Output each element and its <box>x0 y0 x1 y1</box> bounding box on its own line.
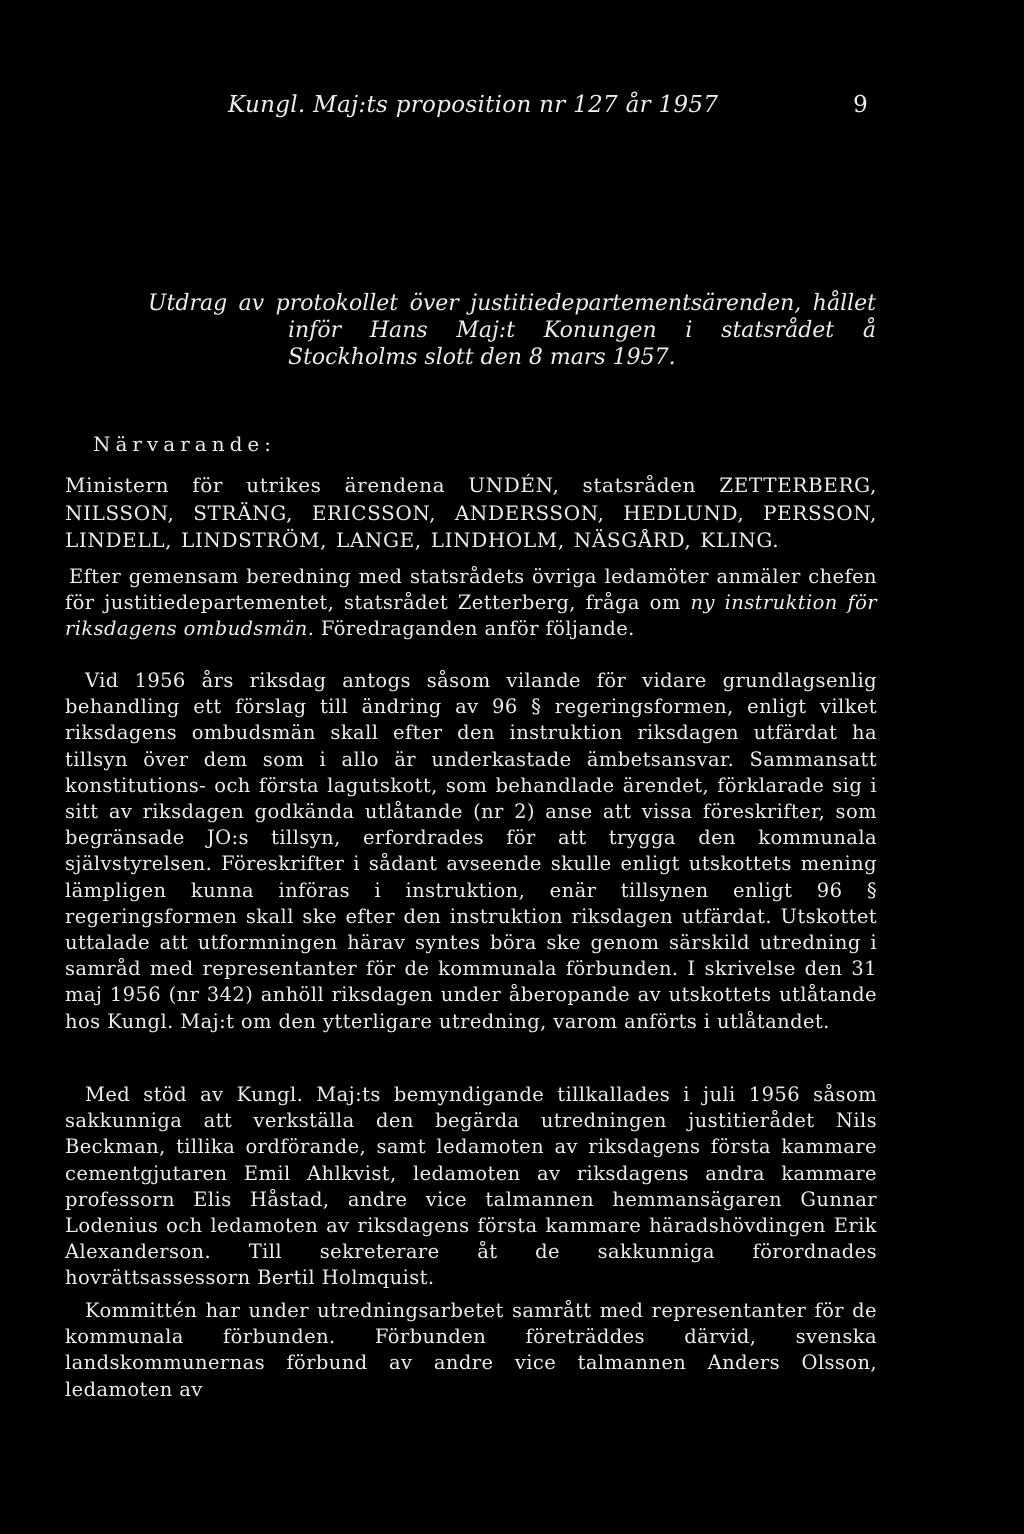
protocol-heading: Utdrag av protokollet över justitiedepartementsärenden, hållet inför Hans Maj:t Konungen i statsrådet å Stockholms slott den 8 mars 1957. <box>148 291 876 370</box>
members-list: Ministern för utrikes ärendena UNDÉN, statsråden ZETTERBERG, NILSSON, STRÄNG, ERICSSON, ANDERSSON, HEDLUND, PERSSON, LINDELL, LINDSTRÖM, LANGE, LINDHOLM, NÄSGÅRD, KLING. <box>65 473 877 552</box>
intro-text-after: Föredraganden anför följande. <box>314 617 635 641</box>
paragraph-2: Med stöd av Kungl. Maj:ts bemyndigande tillkallades i juli 1956 såsom sakkunniga att verkställa den begärda utredningen justitierådet Nils Beckman, tillika ordförande, samt ledamoten av riksdagens första kammare cementgjutaren Emil Ahlkvist, ledamoten av riksdagens andra kammare professorn Elis Håstad, andre vice talmannen hemmansägaren Gunnar Lodenius och ledamoten av riksdagens första kammare häradshövdingen Erik Alexanderson. Till sekreterare åt de sakkunniga förordnades hovrättsassessorn Bertil Holmquist. <box>65 1083 877 1290</box>
page-number: 9 <box>853 92 868 118</box>
intro-text-before: Efter gemensam beredning med statsrådets övriga ledamöter anmäler chefen för justitiedepartementet, statsrådet Zetterberg, fråga om <box>65 565 877 615</box>
intro-emphasis: ny instruktion för riksdagens ombudsmän. <box>65 591 877 641</box>
paragraph-3: Kommittén har under utredningsarbetet samrått med representanter för de kommunala förbunden. Förbunden företräddes därvid, svenska landskommunernas förbund av andre vice talmannen Anders Olsson, ledamoten av <box>65 1299 877 1401</box>
paragraph-1: Vid 1956 års riksdag antogs såsom vilande för vidare grundlagsenlig behandling ett förslag till ändring av 96 § regeringsformen, enligt vilket riksdagens ombudsmän skall efter den instruktion riksdagen utfärdat ha tillsyn över dem som i allo är underkastade ämbetsansvar. Sammansatt konstitutions- och första lagutskott, som behandlade ärendet, förklarade sig i sitt av riksdagen godkända utlåtande (nr 2) anse att vissa föreskrifter, som begränsade JO:s tillsyn, erfordrades för att trygga den kommunala självstyrelsen. Föreskrifter i sådant avseende skulle enligt utskottets mening lämpligen kunna införas i instruktion, enär tillsynen enligt 96 § regeringsformen skall ske efter den instruktion riksdagen utfärdat. Utskottet uttalade att utformningen härav syntes böra ske genom särskild utredning i samråd med representanter för de kommunala förbunden. I skrivelse den 31 maj 1956 (nr 342) anhöll riksdagen under åberopande av utskottets utlåtande hos Kungl. Maj:t om den ytterligare utredning, varom anförts i utlåtandet. <box>65 669 877 1033</box>
page-header <box>228 92 868 126</box>
intro-paragraph <box>65 564 877 643</box>
document-title: Kungl. Maj:ts proposition nr 127 år 1957 <box>228 92 719 118</box>
present-label: Närvarande: <box>93 432 276 456</box>
